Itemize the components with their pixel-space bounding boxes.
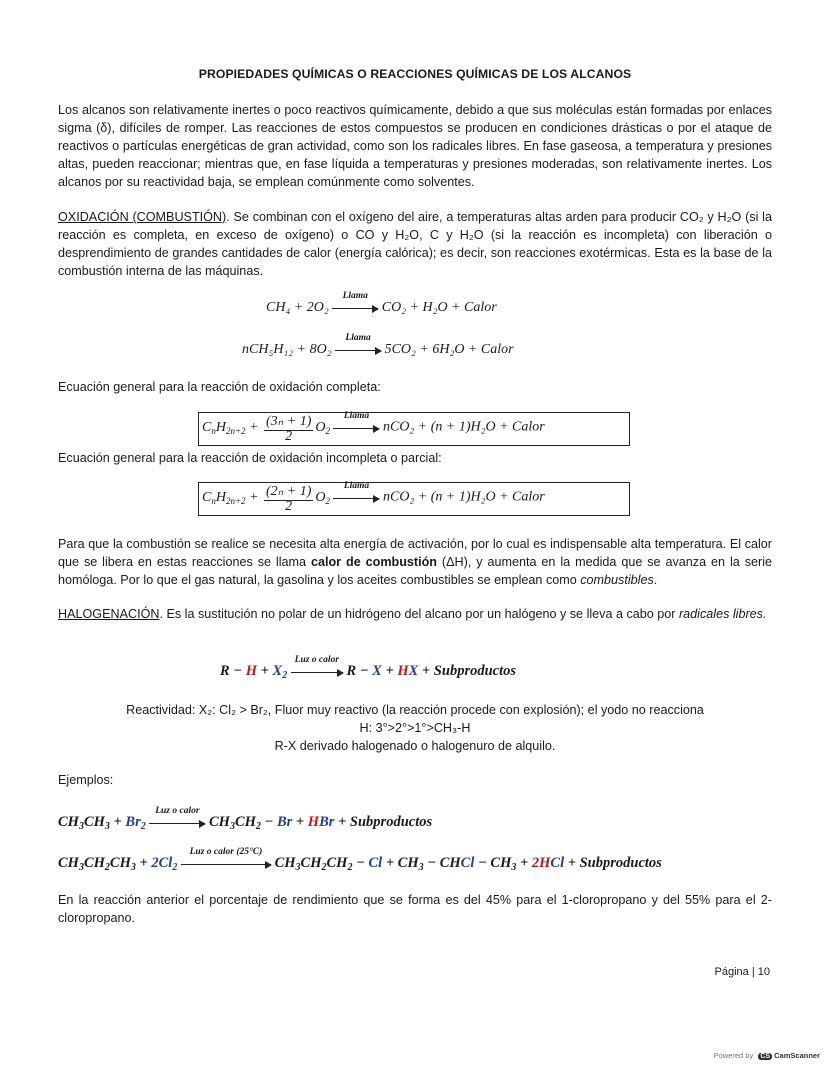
reaction-arrow: Luz o calor [149, 821, 205, 824]
reactivity-notes: Reactividad: X₂: Cl₂ > Br₂, Fluor muy reactivo (la reacción procede con explosión); el yodo no reacciona H: 3°>2°>1°>CH₃-H R-X derivado halogenado o halogenuro de alquilo. [126, 703, 704, 753]
halogenation-paragraph: HALOGENACIÓN. Es la sustitución no polar de un hidrógeno del alcano por un halógeno y se lleva a cabo por radicales libres. [58, 607, 767, 621]
page-title: PROPIEDADES QUÍMICAS O REACCIONES QUÍMICAS DE LOS ALCANOS [198, 67, 632, 81]
examples-label: Ejemplos: [58, 773, 114, 787]
scanner-watermark: Powered by CS CamScanner [713, 1051, 820, 1060]
example-bromination-ethane: $CH_3CH_3 + Br_2$ Luz o calor $CH_3CH_2 - Br$ + HBr + Subproductos [58, 806, 433, 832]
halogenation-heading: HALOGENACIÓN [58, 607, 160, 621]
combustion-equation-methane: CH₄ + 2O₂ Llama CO₂ + H₂O + Calor [266, 291, 497, 315]
yield-note-paragraph: En la reacción anterior el porcentaje de rendimiento que se forma es del 45% para el 1-cloropropano y del 55% para el 2-cloropropano. [58, 893, 772, 925]
oxidation-heading: OXIDACIÓN (COMBUSTIÓN) [58, 210, 227, 224]
activation-energy-paragraph: Para que la combustión se realice se necesita alta energía de activación, por lo cual es indispensable alta temperatura. El calor que se libera en estas reacciones se llama calor de combustión (ΔH), y aumenta en la medida que se avanza en la serie homóloga. Por lo que el gas natural, la gasolina y los aceites combustibles se emplean como combustibles. [58, 537, 772, 587]
reaction-arrow: Luz o calor [291, 670, 343, 673]
page-number: Página | 10 [714, 966, 770, 978]
halogenation-equation: $R - H + X_2$ Luz o calor R − X + HX + Subproductos [220, 655, 517, 681]
oxidation-paragraph [58, 208, 772, 280]
reaction-arrow: Luz o calor (25°C) [181, 862, 271, 865]
complete-oxidation-label: Ecuación general para la reacción de oxidación completa: [58, 380, 381, 394]
general-equation-complete: $C_nH_{2n+2}$ + $\frac{\text{(3ₙ + 1)}}{2}$ $O_2$ Llama nCO₂ + (n + 1)H₂O + Calor [202, 411, 545, 441]
example-chlorination-propane: $CH_3CH_2CH_3 + 2Cl_2$ Luz o calor (25°C) $CH_3CH_2CH_2 - Cl + CH_3$ − CHCl − $CH_3 + 2HCl$ + Subproductos [58, 847, 662, 873]
reaction-arrow: Llama [333, 426, 379, 429]
oxidation-text: . Se combinan con el oxígeno del aire, a temperaturas altas arden para producir CO₂ y H₂O (si la reacción es completa, en exceso de oxígeno) o CO y H₂O, C y H₂O (si la reacción es incompleta) con liberación o desprendimiento de grandes cantidades de calor (energía calórica); es decir, son reacciones exotérmicas. Esta es la base de la combustión interna de las máquinas. [58, 210, 772, 278]
incomplete-oxidation-label: Ecuación general para la reacción de oxidación incompleta o parcial: [58, 451, 442, 465]
camscanner-logo-icon: CS [760, 1053, 771, 1060]
intro-paragraph: Los alcanos son relativamente inertes o poco reactivos químicamente, debido a que sus moléculas están formadas por enlaces sigma (δ), difíciles de romper. Las reacciones de estos compuestos se producen en condiciones drásticas o por el ataque de reactivos o partículas energéticas de gran actividad, como son los radicales libres. En fase gaseosa, a temperatura y presiones altas, pueden reaccionar; mientras que, en fase líquida a temperaturas y presiones moderadas, son relativamente inertes. Los alcanos por su reactividad baja, se emplean comúnmente como solventes. [58, 103, 772, 189]
reaction-arrow: Llama [333, 496, 379, 499]
reaction-arrow: Llama [335, 348, 381, 351]
reaction-arrow: Llama [332, 306, 378, 309]
oxygen-coefficient-fraction: $\frac{\text{(3ₙ + 1)}}{2}$ [266, 414, 312, 441]
oxygen-coefficient-fraction: $\frac{\text{(2ₙ + 1)}}{2}$ [266, 484, 312, 511]
combustion-equation-pentane: nCH₅H₁₂ + 8O₂ Llama 5CO₂ + 6H₂O + Calor [242, 333, 514, 357]
general-equation-incomplete: $C_nH_{2n+2}$ + $\frac{\text{(2ₙ + 1)}}{2}$ $O_2$ Llama nCO₂ + (n + 1)H₂O + Calor [202, 481, 545, 511]
